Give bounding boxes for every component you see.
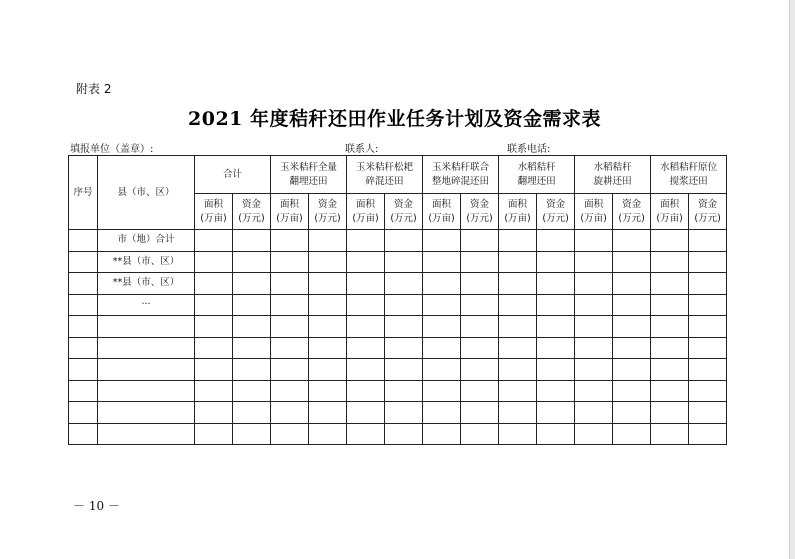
value-cell[interactable] [537, 359, 575, 381]
header-group [423, 156, 499, 194]
seq-cell[interactable] [69, 402, 98, 424]
header-fund [233, 194, 271, 230]
value-cell[interactable] [271, 251, 309, 273]
seq-cell[interactable] [69, 294, 98, 316]
value-cell[interactable] [233, 316, 271, 338]
county-cell[interactable] [98, 380, 195, 402]
value-cell[interactable] [651, 294, 689, 316]
header-group-line2: 翻埋还田 [289, 175, 328, 187]
value-cell[interactable] [347, 316, 385, 338]
value-cell[interactable] [347, 423, 385, 445]
value-cell[interactable] [423, 423, 461, 445]
value-cell[interactable] [347, 230, 385, 252]
value-cell[interactable] [309, 402, 347, 424]
value-cell[interactable] [309, 423, 347, 445]
header-sub-line2: (万亩) [504, 212, 531, 224]
value-cell[interactable] [537, 380, 575, 402]
value-cell[interactable] [195, 380, 233, 402]
seq-cell[interactable] [69, 316, 98, 338]
value-cell[interactable] [233, 380, 271, 402]
value-cell[interactable] [385, 380, 423, 402]
value-cell[interactable] [499, 230, 537, 252]
table-row [69, 402, 727, 424]
value-cell[interactable] [575, 359, 613, 381]
header-sub-line2: (万元) [694, 212, 721, 224]
value-cell[interactable] [309, 380, 347, 402]
value-cell[interactable] [423, 273, 461, 295]
value-cell[interactable] [499, 402, 537, 424]
value-cell[interactable] [347, 402, 385, 424]
value-cell[interactable] [575, 251, 613, 273]
value-cell[interactable] [689, 251, 727, 273]
value-cell[interactable] [271, 316, 309, 338]
task-fund-table [68, 155, 727, 445]
seq-cell[interactable] [69, 423, 98, 445]
value-cell[interactable] [195, 402, 233, 424]
value-cell[interactable] [499, 273, 537, 295]
header-group [651, 156, 727, 194]
header-fund [385, 194, 423, 230]
value-cell[interactable] [461, 402, 499, 424]
table-row [69, 230, 727, 252]
value-cell[interactable] [613, 380, 651, 402]
county-cell[interactable]: 市（地）合计 [98, 230, 195, 252]
header-group-line1: 水稻秸秆 [517, 161, 556, 173]
seq-cell[interactable] [69, 359, 98, 381]
page-number: － 10 － [73, 499, 120, 513]
value-cell[interactable] [613, 273, 651, 295]
value-cell[interactable] [195, 423, 233, 445]
header-area [347, 194, 385, 230]
value-cell[interactable] [385, 251, 423, 273]
header-fund [309, 194, 347, 230]
value-cell[interactable] [385, 423, 423, 445]
value-cell[interactable] [385, 402, 423, 424]
header-group-line1: 合计 [223, 168, 243, 180]
header-sub-line1: 面积 [203, 198, 223, 210]
contact-person-label: 联系人: [345, 144, 379, 155]
header-sub-line1: 面积 [584, 198, 604, 210]
header-sub-line2: (万亩) [428, 212, 455, 224]
value-cell[interactable] [233, 359, 271, 381]
header-sub-line1: 资金 [242, 198, 262, 210]
value-cell[interactable] [689, 423, 727, 445]
value-cell[interactable] [195, 251, 233, 273]
seq-cell[interactable] [69, 273, 98, 295]
header-sub-line1: 资金 [622, 198, 642, 210]
value-cell[interactable] [537, 402, 575, 424]
value-cell[interactable] [613, 251, 651, 273]
table-row [69, 380, 727, 402]
header-group-line1: 玉米秸秆松耙 [356, 161, 414, 173]
value-cell[interactable] [689, 380, 727, 402]
value-cell[interactable] [347, 294, 385, 316]
header-area [499, 194, 537, 230]
value-cell[interactable] [233, 337, 271, 359]
value-cell[interactable] [195, 337, 233, 359]
seq-cell[interactable] [69, 251, 98, 273]
header-fund [537, 194, 575, 230]
value-cell[interactable] [613, 337, 651, 359]
value-cell[interactable] [385, 359, 423, 381]
header-area [195, 194, 233, 230]
value-cell[interactable] [271, 230, 309, 252]
value-cell[interactable] [309, 251, 347, 273]
value-cell[interactable] [271, 402, 309, 424]
table-row [69, 423, 727, 445]
value-cell[interactable] [575, 380, 613, 402]
value-cell[interactable] [689, 359, 727, 381]
value-cell[interactable] [233, 402, 271, 424]
value-cell[interactable] [651, 273, 689, 295]
value-cell[interactable] [347, 337, 385, 359]
value-cell[interactable] [537, 316, 575, 338]
county-cell[interactable]: **县（市、区） [98, 251, 195, 273]
header-sub-line2: (万亩) [352, 212, 379, 224]
page-title: 2021 年度秸秆还田作业任务计划及资金需求表 [188, 108, 601, 130]
table-row [69, 273, 727, 295]
header-group-line1: 水稻秸秆原位 [660, 161, 718, 173]
header-sub-line2: (万亩) [200, 212, 227, 224]
value-cell[interactable] [233, 273, 271, 295]
value-cell[interactable] [499, 294, 537, 316]
value-cell[interactable] [271, 380, 309, 402]
seq-cell[interactable] [69, 230, 98, 252]
header-sub-line1: 资金 [470, 198, 490, 210]
value-cell[interactable] [385, 294, 423, 316]
header-area [271, 194, 309, 230]
value-cell[interactable] [499, 337, 537, 359]
value-cell[interactable] [423, 294, 461, 316]
value-cell[interactable] [651, 251, 689, 273]
seq-cell[interactable] [69, 337, 98, 359]
header-sub-line2: (万元) [466, 212, 493, 224]
value-cell[interactable] [651, 316, 689, 338]
value-cell[interactable] [309, 230, 347, 252]
value-cell[interactable] [461, 273, 499, 295]
value-cell[interactable] [385, 230, 423, 252]
header-sub-line1: 资金 [394, 198, 414, 210]
value-cell[interactable] [613, 230, 651, 252]
header-sub-line2: (万元) [238, 212, 265, 224]
value-cell[interactable] [423, 251, 461, 273]
header-sub-line2: (万亩) [580, 212, 607, 224]
value-cell[interactable] [537, 273, 575, 295]
header-sub-line1: 面积 [660, 198, 680, 210]
value-cell[interactable] [195, 316, 233, 338]
table-row [69, 316, 727, 338]
value-cell[interactable] [613, 359, 651, 381]
header-group [271, 156, 347, 194]
value-cell[interactable] [499, 359, 537, 381]
header-sub-line1: 面积 [356, 198, 376, 210]
value-cell[interactable] [195, 273, 233, 295]
value-cell[interactable] [271, 423, 309, 445]
value-cell[interactable] [537, 423, 575, 445]
header-group-line2: 整地碎混还田 [432, 175, 490, 187]
table-row [69, 359, 727, 381]
value-cell[interactable] [613, 294, 651, 316]
value-cell[interactable] [309, 294, 347, 316]
header-sub-line2: (万元) [542, 212, 569, 224]
value-cell[interactable] [233, 294, 271, 316]
header-group [347, 156, 423, 194]
header-sub-line2: (万亩) [656, 212, 683, 224]
header-area [651, 194, 689, 230]
value-cell[interactable] [271, 273, 309, 295]
value-cell[interactable] [195, 230, 233, 252]
value-cell[interactable] [271, 359, 309, 381]
value-cell[interactable] [309, 337, 347, 359]
value-cell[interactable] [233, 423, 271, 445]
header-sub-line2: (万元) [314, 212, 341, 224]
value-cell[interactable] [575, 273, 613, 295]
value-cell[interactable] [651, 423, 689, 445]
value-cell[interactable] [309, 273, 347, 295]
header-group [195, 156, 271, 194]
county-cell[interactable] [98, 337, 195, 359]
value-cell[interactable] [461, 337, 499, 359]
value-cell[interactable] [537, 294, 575, 316]
value-cell[interactable] [689, 230, 727, 252]
header-sub-line2: (万亩) [276, 212, 303, 224]
county-cell[interactable] [98, 423, 195, 445]
value-cell[interactable] [385, 337, 423, 359]
value-cell[interactable] [195, 359, 233, 381]
value-cell[interactable] [461, 380, 499, 402]
value-cell[interactable] [651, 337, 689, 359]
header-sub-line1: 资金 [698, 198, 718, 210]
header-fund [461, 194, 499, 230]
value-cell[interactable] [347, 251, 385, 273]
value-cell[interactable] [271, 294, 309, 316]
table-row [69, 251, 727, 273]
value-cell[interactable] [385, 273, 423, 295]
value-cell[interactable] [651, 359, 689, 381]
value-cell[interactable] [423, 402, 461, 424]
value-cell[interactable] [423, 316, 461, 338]
seq-cell[interactable] [69, 380, 98, 402]
header-group [575, 156, 651, 194]
header-fund [689, 194, 727, 230]
value-cell[interactable] [689, 337, 727, 359]
value-cell[interactable] [423, 337, 461, 359]
header-sub-line1: 资金 [546, 198, 566, 210]
value-cell[interactable] [309, 359, 347, 381]
value-cell[interactable] [309, 316, 347, 338]
value-cell[interactable] [423, 230, 461, 252]
value-cell[interactable] [499, 380, 537, 402]
value-cell[interactable] [499, 316, 537, 338]
header-area [423, 194, 461, 230]
value-cell[interactable] [537, 251, 575, 273]
header-sub-line1: 面积 [280, 198, 300, 210]
value-cell[interactable] [461, 230, 499, 252]
value-cell[interactable] [461, 423, 499, 445]
header-seq: 序号 [69, 156, 98, 230]
value-cell[interactable] [537, 230, 575, 252]
header-sub-line2: (万元) [390, 212, 417, 224]
value-cell[interactable] [461, 316, 499, 338]
county-cell[interactable] [98, 402, 195, 424]
header-county: 县（市、区） [98, 156, 195, 230]
value-cell[interactable] [651, 402, 689, 424]
header-sub-line1: 面积 [508, 198, 528, 210]
header-group-line1: 玉米秸秆联合 [432, 161, 490, 173]
value-cell[interactable] [461, 359, 499, 381]
value-cell[interactable] [689, 316, 727, 338]
value-cell[interactable] [347, 359, 385, 381]
header-group-line1: 水稻秸秆 [593, 161, 632, 173]
county-cell[interactable]: **县（市、区） [98, 273, 195, 295]
table-row [69, 337, 727, 359]
value-cell[interactable] [423, 380, 461, 402]
value-cell[interactable] [689, 402, 727, 424]
header-area [575, 194, 613, 230]
header-group-line2: 旋耕还田 [593, 175, 632, 187]
value-cell[interactable] [233, 230, 271, 252]
value-cell[interactable] [613, 402, 651, 424]
county-cell[interactable] [98, 316, 195, 338]
value-cell[interactable] [499, 423, 537, 445]
header-sub-line2: (万元) [618, 212, 645, 224]
header-sub-line1: 面积 [432, 198, 452, 210]
header-group-line2: 搅浆还田 [669, 175, 708, 187]
reporting-unit-label: 填报单位（盖章）: [70, 144, 154, 155]
header-fund [613, 194, 651, 230]
value-cell[interactable] [499, 251, 537, 273]
value-cell[interactable] [575, 423, 613, 445]
value-cell[interactable] [651, 230, 689, 252]
county-cell[interactable]: ··· [98, 294, 195, 316]
value-cell[interactable] [271, 337, 309, 359]
header-group-line2: 碎混还田 [365, 175, 404, 187]
value-cell[interactable] [461, 251, 499, 273]
value-cell[interactable] [575, 316, 613, 338]
county-cell[interactable] [98, 359, 195, 381]
value-cell[interactable] [575, 230, 613, 252]
contact-phone-label: 联系电话: [507, 144, 551, 155]
value-cell[interactable] [347, 273, 385, 295]
value-cell[interactable] [347, 380, 385, 402]
table-row [69, 294, 727, 316]
header-sub-line1: 资金 [318, 198, 338, 210]
value-cell[interactable] [423, 359, 461, 381]
value-cell[interactable] [613, 316, 651, 338]
header-group-line1: 玉米秸秆全量 [280, 161, 338, 173]
value-cell[interactable] [537, 337, 575, 359]
header-group [499, 156, 575, 194]
value-cell[interactable] [689, 273, 727, 295]
value-cell[interactable] [233, 251, 271, 273]
value-cell[interactable] [195, 294, 233, 316]
appendix-label: 附表 2 [76, 82, 112, 96]
value-cell[interactable] [613, 423, 651, 445]
header-group-line2: 翻埋还田 [517, 175, 556, 187]
value-cell[interactable] [575, 294, 613, 316]
value-cell[interactable] [575, 402, 613, 424]
value-cell[interactable] [461, 294, 499, 316]
value-cell[interactable] [689, 294, 727, 316]
value-cell[interactable] [575, 337, 613, 359]
value-cell[interactable] [651, 380, 689, 402]
value-cell[interactable] [385, 316, 423, 338]
